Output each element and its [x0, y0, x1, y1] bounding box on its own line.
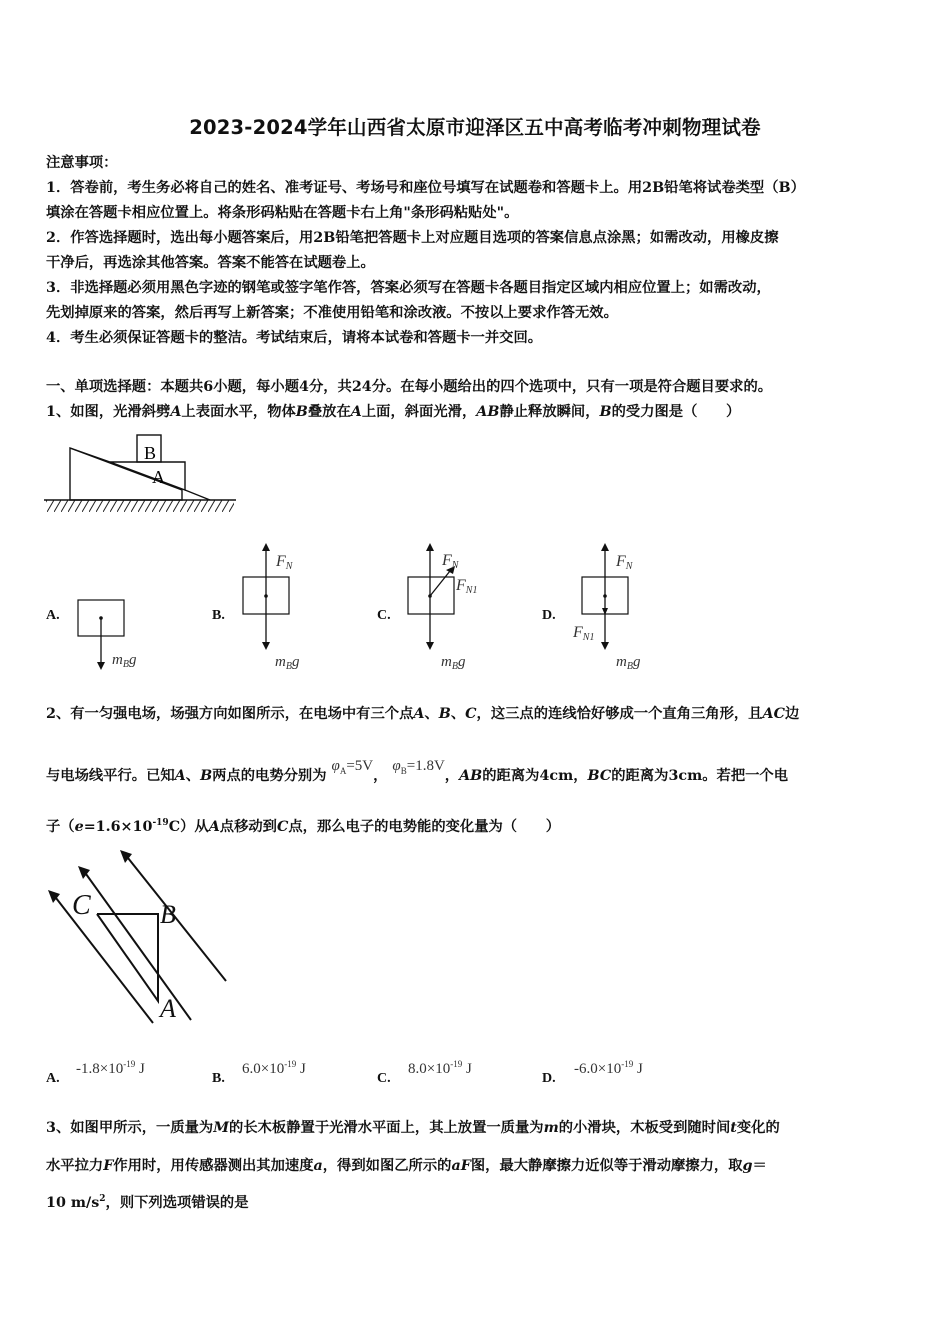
point-b-label: B	[160, 900, 176, 929]
q1-option-c-diagram[interactable]	[400, 540, 510, 675]
normal-force-label: FN	[442, 552, 459, 571]
question-1-stem: 1、如图，光滑斜劈A上表面水平，物体B叠放在A上面，斜面光滑，AB静止释放瞬间，B的受力图是（ ）	[46, 404, 741, 420]
point-c-label: C	[72, 890, 91, 921]
normal-force-label: FN	[276, 553, 293, 572]
q1-wedge-figure	[40, 428, 240, 520]
notes-heading: 注意事项：	[46, 155, 118, 171]
question-3-stem-line2: 水平拉力F作用时，用传感器测出其加速度a，得到如图乙所示的aF图，最大静摩擦力近似等于滑动摩擦力，取g＝	[46, 1158, 767, 1174]
normal-force-a-label: FN1	[456, 577, 478, 596]
q2-option-a-value: $-1.8\times 10^{-19}$ J	[76, 1059, 145, 1077]
q1-option-b-label[interactable]: B.	[212, 608, 225, 623]
section-heading: 一、单项选择题：本题共6小题，每小题4分，共24分。在每小题给出的四个选项中，只有一项是符合题目要求的。	[46, 379, 773, 395]
point-a-label: A	[160, 994, 176, 1023]
q2-option-c-value: $8.0\times 10^{-19}$ J	[408, 1059, 472, 1077]
notes-line: 4．考生必须保证答题卡的整洁。考试结束后，请将本试卷和答题卡一并交回。	[46, 330, 543, 346]
q2-option-b[interactable]: B.	[212, 1071, 225, 1086]
q1-option-a-diagram[interactable]	[70, 590, 170, 675]
weight-label: $m_Bg$	[616, 654, 641, 672]
weight-label: $m_Bg$	[112, 652, 137, 670]
notes-line: 3．非选择题必须用黑色字迹的钢笔或签字笔作答，答案必须写在答题卡各题目指定区域内相应位置上；如需改动，	[46, 280, 771, 296]
question-3-stem-line1: 3、如图甲所示，一质量为M的长木板静置于光滑水平面上，其上放置一质量为m的小滑块，木板受到随时间t变化的	[46, 1120, 780, 1136]
q1-option-a-label[interactable]: A.	[46, 608, 60, 623]
notes-line: 先划掉原来的答案，然后再写上新答案；不准使用铅笔和涂改液。不按以上要求作答无效。	[46, 305, 618, 321]
weight-label: $m_Bg$	[275, 654, 300, 672]
q1-option-c-label[interactable]: C.	[377, 608, 391, 623]
q1-option-b-diagram[interactable]	[235, 540, 335, 675]
question-2-stem-line2: 与电场线平行。已知A、B两点的电势分别为 $\varphi_A=5V$， $\varphi_B=1.8V$，AB的距离为4cm，BC的距离为3cm。若把一个电	[46, 758, 789, 784]
notes-line: 2．作答选择题时，选出每小题答案后，用2B铅笔把答题卡上对应题目选项的答案信息点涂黑；如需改动，用橡皮擦	[46, 230, 779, 246]
page-title: 2023-2024学年山西省太原市迎泽区五中高考临考冲刺物理试卷	[189, 116, 761, 139]
q2-option-d-value: $-6.0\times 10^{-19}$ J	[574, 1059, 643, 1077]
q1-option-d-label[interactable]: D.	[542, 608, 556, 623]
wedge-a-label: A	[152, 467, 165, 487]
q2-field-figure	[40, 848, 240, 1033]
question-2-stem-line1: 2、有一匀强电场，场强方向如图所示，在电场中有三个点A、B、C，这三点的连线恰好够成一个直角三角形，且AC边	[46, 706, 800, 722]
notes-line: 1．答卷前，考生务必将自己的姓名、准考证号、考场号和座位号填写在试题卷和答题卡上。用2B铅笔将试卷类型（B）	[46, 180, 805, 196]
weight-label: $m_Bg$	[441, 654, 466, 672]
normal-force-a-label: FN1	[573, 624, 595, 643]
q2-option-d[interactable]: D.	[542, 1071, 556, 1086]
question-2-stem-line3: 子$(e=1.6\times 10^{-19}C)$从A点移动到C点，那么电子的电势能的变化量为（ ）	[46, 818, 560, 835]
q2-option-c[interactable]: C.	[377, 1071, 391, 1086]
notes-line: 填涂在答题卡相应位置上。将条形码粘贴在答题卡右上角"条形码粘贴处"。	[46, 205, 519, 221]
notes-line: 干净后，再选涂其他答案。答案不能答在试题卷上。	[46, 255, 375, 271]
normal-force-label: FN	[616, 553, 633, 572]
question-3-stem-line3: 10 $m/s^2$，则下列选项错误的是	[46, 1194, 249, 1211]
q2-option-a[interactable]: A.	[46, 1071, 60, 1086]
q2-option-b-value: $6.0\times 10^{-19}$ J	[242, 1059, 306, 1077]
q1-option-d-diagram[interactable]	[570, 540, 670, 675]
block-b-label: B	[144, 443, 157, 463]
